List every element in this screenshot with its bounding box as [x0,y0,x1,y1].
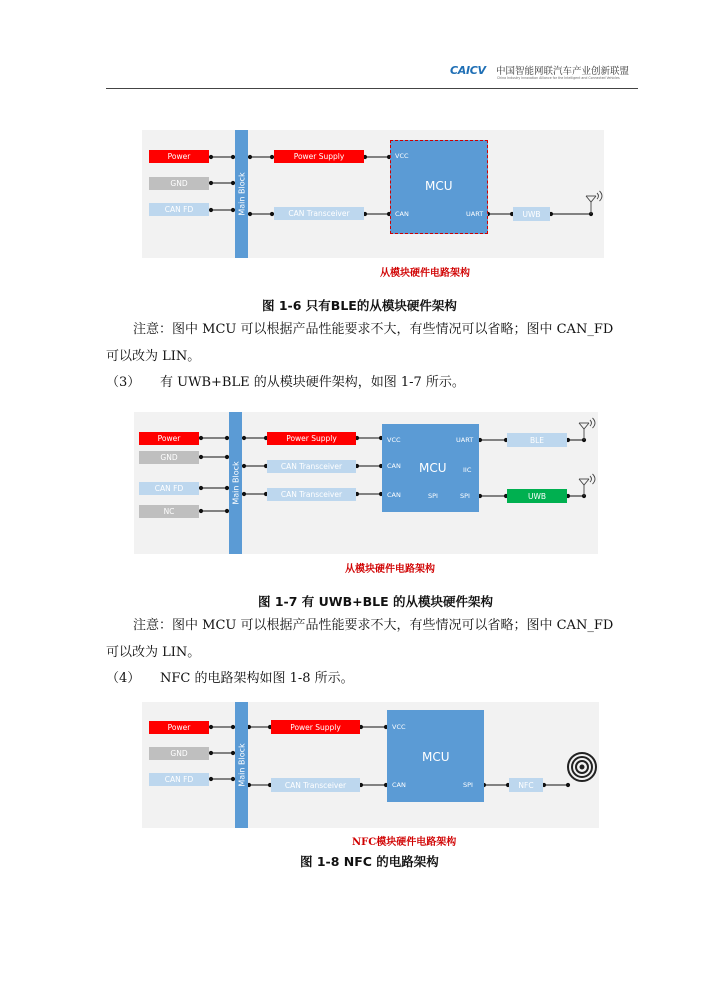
can-fd-pin: CAN FD [149,203,209,216]
iic-pin: IIC [463,466,472,474]
main-block [229,412,242,554]
power-pin: Power [139,432,199,445]
mcu-block [390,140,488,234]
figure-caption-1-7: 图 1-7 有 UWB+BLE 的从模块硬件架构 [258,594,493,609]
uwb-box: UWB [507,489,567,503]
nc-pin: NC [139,505,199,518]
nfc-box: NFC [509,778,543,792]
main-block-label: Main Block [237,743,246,787]
diagram-fig-1-8 [142,702,599,828]
mcu-block [387,710,484,802]
alliance-logo: CAICV [450,64,486,77]
diagram-fig-1-6 [142,130,604,258]
list-item-number: （4） [106,671,141,686]
can-transceiver-box-1: CAN Transceiver [267,460,356,473]
can-pin-2: CAN [387,491,401,499]
ble-box: BLE [507,433,567,447]
figure-caption-1-6: 图 1-6 只有BLE的从模块硬件架构 [262,298,457,313]
power-supply-box: Power Supply [267,432,356,445]
nfc-icon [568,753,596,781]
spi-pin-right: SPI [460,492,470,500]
power-pin: Power [149,150,209,163]
can-transceiver-box-2: CAN Transceiver [267,488,356,501]
gnd-pin: GND [139,451,199,464]
power-supply-box: Power Supply [271,720,360,734]
can-fd-pin: CAN FD [139,482,199,495]
can-transceiver-box: CAN Transceiver [274,207,364,220]
vcc-pin: VCC [387,436,401,444]
can-pin: CAN [392,781,406,789]
main-block-label: Main Block [237,172,246,216]
diagram-caption-1-7: 从模块硬件电路架构 [345,564,435,575]
vcc-pin: VCC [395,152,409,160]
note-line-2: 可以改为 LIN。 [106,645,201,660]
mcu-label: MCU [422,750,450,764]
org-name-en: China Industry Innovation Alliance for the Intelligent and Connected Vehicles [497,76,620,80]
main-block [235,130,248,258]
connector-lines [142,130,604,258]
main-block [235,702,248,828]
spi-pin: SPI [463,781,473,789]
note-line-2: 可以改为 LIN。 [106,349,201,364]
list-item-text: 有 UWB+BLE 的从模块硬件架构，如图 1-7 所示。 [160,375,465,390]
diagram-caption-1-8: NFC模块硬件电路架构 [352,837,457,848]
power-pin: Power [149,721,209,734]
header-rule [106,88,638,89]
vcc-pin: VCC [392,723,406,731]
uwb-box: UWB [513,207,550,221]
gnd-pin: GND [149,177,209,190]
page-header [440,64,640,86]
mcu-label: MCU [425,179,453,193]
antenna-icon [586,191,602,214]
figure-caption-1-8: 图 1-8 NFC 的电路架构 [300,854,439,869]
main-block-label: Main Block [231,461,240,505]
list-item-number: （3） [106,375,141,390]
uart-pin: UART [466,210,484,218]
list-item-text: NFC 的电路架构如图 1-8 所示。 [160,671,354,686]
mcu-label: MCU [419,461,447,475]
can-pin-1: CAN [387,462,401,470]
mcu-block [382,424,479,512]
org-name-cn: 中国智能网联汽车产业创新联盟 [496,66,630,77]
uart-pin: UART [456,436,474,444]
can-transceiver-box: CAN Transceiver [271,778,360,792]
power-supply-box: Power Supply [274,150,364,163]
spi-pin-left: SPI [428,492,438,500]
note-line-1: 注意：图中 MCU 可以根据产品性能要求不大，有些情况可以省略；图中 CAN_FD [133,618,614,633]
antenna-icon [579,418,595,440]
can-pin: CAN [395,210,409,218]
antenna-icon [579,474,595,496]
diagram-caption-1-6: 从模块硬件电路架构 [380,268,470,279]
connector-lines [142,702,599,828]
can-fd-pin: CAN FD [149,773,209,786]
note-line-1: 注意：图中 MCU 可以根据产品性能要求不大，有些情况可以省略；图中 CAN_FD [133,322,614,337]
gnd-pin: GND [149,747,209,760]
diagram-fig-1-7 [134,412,598,554]
